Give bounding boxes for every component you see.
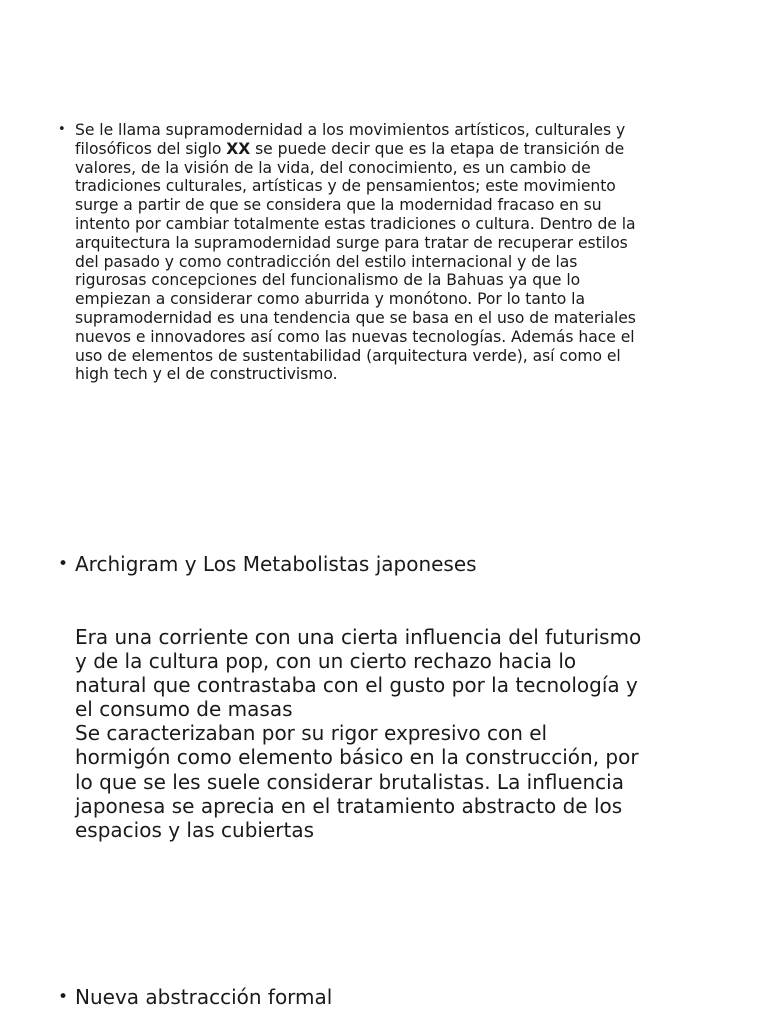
bullet-item (56, 550, 716, 842)
paragraph-text-rest: se puede decir que es la etapa de transición de valores, de la visión de la vida, del conocimiento, es un cambio de tradiciones culturales, artísticas y de pensamientos; este movimiento surge a partir de que se considera que la modernidad fracaso en su intento por cambiar totalmente estas tradiciones o cultura. Dentro de la arquitectura la supramodernidad surge para tratar de recuperar estilos del pasado y como contradicción del estilo internacional y de las rigurosas concepciones del funcionalismo de la Bahuas ya que lo empiezan a considerar como aburrida y monótono. Por lo tanto la supramodernidad es una tendencia que se basa en el uso de materiales nuevos e innovadores así como las nuevas tecnologías. Además hace el uso de elementos de sustentabilidad (arquitectura verde), así como el high tech y el de constructivismo. (75, 139, 636, 384)
archigram-paragraph: Era una corriente con una cierta influencia del futurismo y de la cultura pop, con un cierto rechazo hacia lo natural que contrastaba con el gusto por la tecnología y el consumo de masas Se caracterizaban por su rigor expresivo con el hormigón como elemento básico en la construcción, por lo que se les suele considerar brutalistas. La influencia japonesa se aprecia en el tratamiento abstracto de los espacios y las cubiertas (75, 625, 642, 842)
bullet-icon: • (58, 987, 69, 1007)
supramodernidad-paragraph (75, 121, 716, 384)
bullet-item (56, 983, 716, 1011)
bullet-icon: • (58, 122, 66, 137)
bullet-icon: • (58, 554, 69, 574)
century-bold-text: XX (226, 139, 251, 158)
abstraccion-section (56, 983, 716, 1011)
archigram-section (56, 550, 716, 842)
paragraph-text-start: Se le llama supramodernidad a los movimientos artísticos, culturales y filosóficos del siglo (75, 121, 626, 158)
abstraccion-heading: Nueva abstracción formal (75, 985, 333, 1009)
bullet-item (56, 121, 716, 384)
supramodernidad-section (56, 121, 716, 384)
archigram-heading: Archigram y Los Metabolistas japoneses (75, 552, 477, 576)
